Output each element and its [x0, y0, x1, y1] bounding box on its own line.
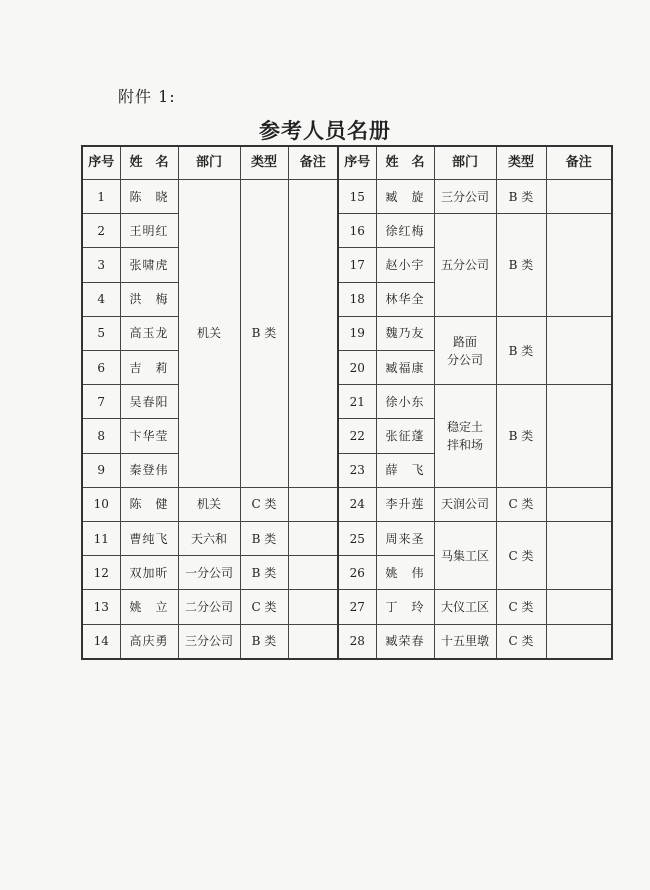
- cell-type: B 类: [240, 624, 288, 659]
- cell-type: B 类: [496, 214, 546, 317]
- table-header-row: [82, 146, 612, 180]
- attachment-label: 附件 1:: [118, 87, 176, 106]
- table-row: [82, 487, 612, 521]
- cell-remark: [546, 385, 612, 488]
- cell-dept: 五分公司: [434, 214, 496, 317]
- cell-dept: 十五里墩: [434, 624, 496, 659]
- cell-remark: [288, 487, 338, 521]
- cell-name: 李升莲: [376, 487, 434, 521]
- cell-type: B 类: [240, 556, 288, 590]
- cell-remark: [288, 624, 338, 659]
- header-dept: 部门: [178, 146, 240, 180]
- cell-name: 魏乃友: [376, 316, 434, 350]
- header-name: 姓 名: [120, 146, 178, 180]
- header-dept: 部门: [434, 146, 496, 180]
- cell-name: 林华全: [376, 282, 434, 316]
- cell-name: 秦登伟: [120, 453, 178, 487]
- cell-name: 张啸虎: [120, 248, 178, 282]
- cell-dept: 大仪工区: [434, 590, 496, 624]
- cell-no: 9: [82, 453, 120, 487]
- cell-name: 陈 晓: [120, 180, 178, 214]
- cell-name: 薛 飞: [376, 453, 434, 487]
- cell-name: 高玉龙: [120, 316, 178, 350]
- cell-no: 5: [82, 316, 120, 350]
- cell-name: 姚 立: [120, 590, 178, 624]
- cell-name: 吉 莉: [120, 351, 178, 385]
- cell-name: 卞华莹: [120, 419, 178, 453]
- table-row: [82, 590, 612, 624]
- cell-dept: 天润公司: [434, 487, 496, 521]
- cell-name: 姚 伟: [376, 556, 434, 590]
- cell-no: 23: [338, 453, 376, 487]
- cell-no: 21: [338, 385, 376, 419]
- cell-no: 6: [82, 351, 120, 385]
- cell-type: B 类: [496, 385, 546, 488]
- cell-name: 臧荣春: [376, 624, 434, 659]
- cell-no: 13: [82, 590, 120, 624]
- cell-name: 王明红: [120, 214, 178, 248]
- cell-dept: 三分公司: [178, 624, 240, 659]
- cell-name: 高庆勇: [120, 624, 178, 659]
- cell-no: 16: [338, 214, 376, 248]
- table-row: [82, 180, 612, 214]
- cell-remark: [546, 522, 612, 590]
- cell-no: 27: [338, 590, 376, 624]
- cell-type: B 类: [240, 522, 288, 556]
- cell-type: B 类: [240, 180, 288, 488]
- cell-no: 24: [338, 487, 376, 521]
- cell-dept: 机关: [178, 180, 240, 488]
- cell-name: 吴春阳: [120, 385, 178, 419]
- cell-type: C 类: [240, 590, 288, 624]
- cell-no: 28: [338, 624, 376, 659]
- cell-no: 7: [82, 385, 120, 419]
- cell-no: 14: [82, 624, 120, 659]
- cell-no: 8: [82, 419, 120, 453]
- cell-dept: 路面 分公司: [434, 316, 496, 384]
- cell-remark: [546, 214, 612, 317]
- cell-remark: [546, 316, 612, 384]
- cell-no: 22: [338, 419, 376, 453]
- cell-remark: [288, 522, 338, 556]
- table-row: [82, 214, 612, 248]
- cell-no: 10: [82, 487, 120, 521]
- cell-dept: 机关: [178, 487, 240, 521]
- header-remark: 备注: [546, 146, 612, 180]
- page-title: 参考人员名册: [259, 118, 391, 143]
- cell-type: B 类: [496, 180, 546, 214]
- cell-no: 11: [82, 522, 120, 556]
- table-row: [82, 316, 612, 350]
- cell-name: 臧 旋: [376, 180, 434, 214]
- cell-type: C 类: [496, 487, 546, 521]
- cell-name: 张征蓬: [376, 419, 434, 453]
- cell-dept: 三分公司: [434, 180, 496, 214]
- cell-no: 25: [338, 522, 376, 556]
- cell-no: 19: [338, 316, 376, 350]
- cell-name: 曹纯飞: [120, 522, 178, 556]
- cell-remark: [546, 487, 612, 521]
- table-row: [82, 385, 612, 419]
- header-remark: 备注: [288, 146, 338, 180]
- cell-name: 洪 梅: [120, 282, 178, 316]
- cell-dept: 马集工区: [434, 522, 496, 590]
- cell-type: B 类: [496, 316, 546, 384]
- cell-no: 4: [82, 282, 120, 316]
- cell-no: 2: [82, 214, 120, 248]
- cell-name: 徐红梅: [376, 214, 434, 248]
- cell-remark: [288, 590, 338, 624]
- cell-type: C 类: [496, 590, 546, 624]
- header-type: 类型: [240, 146, 288, 180]
- cell-no: 20: [338, 351, 376, 385]
- cell-no: 26: [338, 556, 376, 590]
- cell-dept: 稳定土 拌和场: [434, 385, 496, 488]
- cell-remark: [546, 180, 612, 214]
- header-name: 姓 名: [376, 146, 434, 180]
- cell-remark: [546, 624, 612, 659]
- cell-remark: [288, 180, 338, 488]
- cell-no: 1: [82, 180, 120, 214]
- cell-name: 臧福康: [376, 351, 434, 385]
- cell-no: 3: [82, 248, 120, 282]
- cell-remark: [288, 556, 338, 590]
- cell-no: 12: [82, 556, 120, 590]
- cell-name: 徐小东: [376, 385, 434, 419]
- cell-name: 双加昕: [120, 556, 178, 590]
- cell-dept: 天六和: [178, 522, 240, 556]
- roster-table: [81, 145, 613, 660]
- header-type: 类型: [496, 146, 546, 180]
- cell-name: 陈 健: [120, 487, 178, 521]
- cell-name: 丁 玲: [376, 590, 434, 624]
- cell-remark: [546, 590, 612, 624]
- header-no: 序号: [338, 146, 376, 180]
- cell-name: 赵小宇: [376, 248, 434, 282]
- cell-name: 周来圣: [376, 522, 434, 556]
- cell-type: C 类: [496, 522, 546, 590]
- cell-no: 17: [338, 248, 376, 282]
- table-row: [82, 522, 612, 556]
- cell-no: 15: [338, 180, 376, 214]
- cell-no: 18: [338, 282, 376, 316]
- table-row: [82, 624, 612, 659]
- cell-dept: 二分公司: [178, 590, 240, 624]
- cell-dept: 一分公司: [178, 556, 240, 590]
- cell-type: C 类: [496, 624, 546, 659]
- header-no: 序号: [82, 146, 120, 180]
- cell-type: C 类: [240, 487, 288, 521]
